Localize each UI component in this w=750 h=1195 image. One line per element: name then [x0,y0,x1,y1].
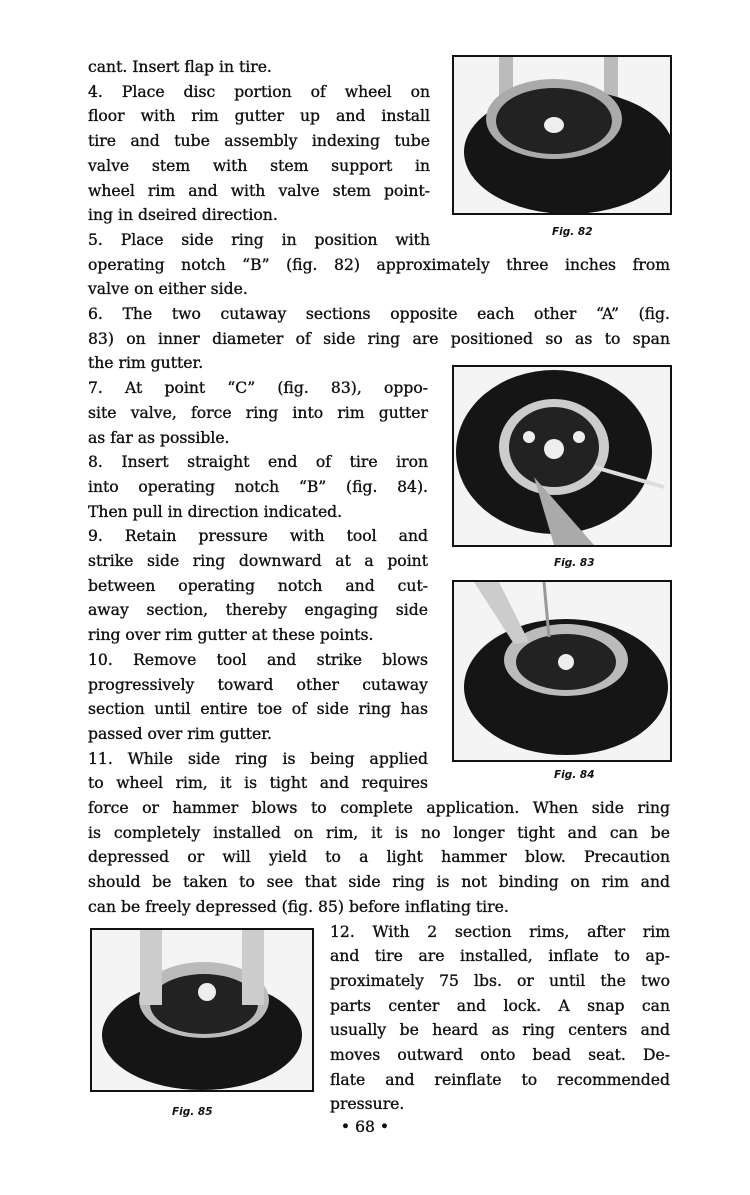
text-line: ring over rim gutter at these points. [88,626,374,645]
text-line: tire and tube assembly indexing tube [88,132,430,151]
page-number: • 68 • [340,1118,390,1136]
text-line: 8. Insert straight end of tire iron [88,453,428,472]
text-line: away section, thereby engaging side [88,601,428,620]
text-line: parts center and lock. A snap can [330,996,670,1015]
figure-85-caption: Fig. 85 [172,1106,213,1118]
text-line: 5. Place side ring in position with [88,230,430,249]
text-line: flate and reinflate to recommended [330,1070,670,1089]
text-line: 10. Remove tool and strike blows [88,650,428,669]
text-line: force or hammer blows to complete application. When side ring [88,799,670,817]
text-line: valve stem with stem support in [88,156,430,175]
text-line: section until entire toe of side ring has [88,700,428,719]
figure-83-image [452,365,672,547]
text-line: as far as possible. [88,428,230,447]
figure-84-caption: Fig. 84 [554,769,595,781]
text-line: strike side ring downward at a point [88,552,428,570]
text-line: moves outward onto bead seat. De- [330,1046,670,1064]
text-line: ing in dseired direction. [88,206,278,225]
text-line: Then pull in direction indicated. [88,502,343,521]
text-line: into operating notch “B” (fig. 84). [88,477,428,496]
text-line: cant. Insert flap in tire. [88,58,272,76]
text-line: pressure. [330,1095,405,1114]
text-line: wheel rim and with valve stem point- [88,181,430,200]
text-line: proximately 75 lbs. or until the two [330,971,670,990]
text-line: depressed or will yield to a light hammer blow. Precaution [88,848,670,867]
text-line: valve on either side. [88,280,248,299]
figure-83-caption: Fig. 83 [554,557,595,569]
text-line: operating notch “B” (fig. 82) approximately three inches from [88,255,670,274]
text-line: site valve, force ring into rim gutter [88,403,428,422]
text-line: floor with rim gutter up and install [88,107,430,126]
text-line: can be freely depressed (fig. 85) before inflating tire. [88,897,509,916]
text-line: 7. At point “C” (fig. 83), oppo- [88,379,428,398]
text-line: 83) on inner diameter of side ring are positioned so as to span [88,329,670,348]
text-line: progressively toward other cutaway [88,675,428,694]
text-line: should be taken to see that side ring is not binding on rim and [88,873,670,892]
figure-84-image [452,580,672,762]
text-line: 6. The two cutaway sections opposite each other “A” (fig. [88,305,670,323]
text-line: usually be heard as ring centers and [330,1021,670,1040]
text-line: and tire are installed, inflate to ap- [330,947,670,966]
text-line: 11. While side ring is being applied [88,749,428,768]
figure-85-image [90,928,314,1092]
text-line: between operating notch and cut- [88,576,428,595]
text-line: 9. Retain pressure with tool and [88,527,428,546]
text-line: 12. With 2 section rims, after rim [330,922,670,941]
text-line: to wheel rim, it is tight and requires [88,774,428,793]
text-line: the rim gutter. [88,354,204,373]
text-line: passed over rim gutter. [88,724,272,743]
text-line: is completely installed on rim, it is no longer tight and can be [88,823,670,842]
figure-82-image [452,55,672,215]
figure-82-caption: Fig. 82 [552,226,593,238]
text-line: 4. Place disc portion of wheel on [88,82,430,101]
